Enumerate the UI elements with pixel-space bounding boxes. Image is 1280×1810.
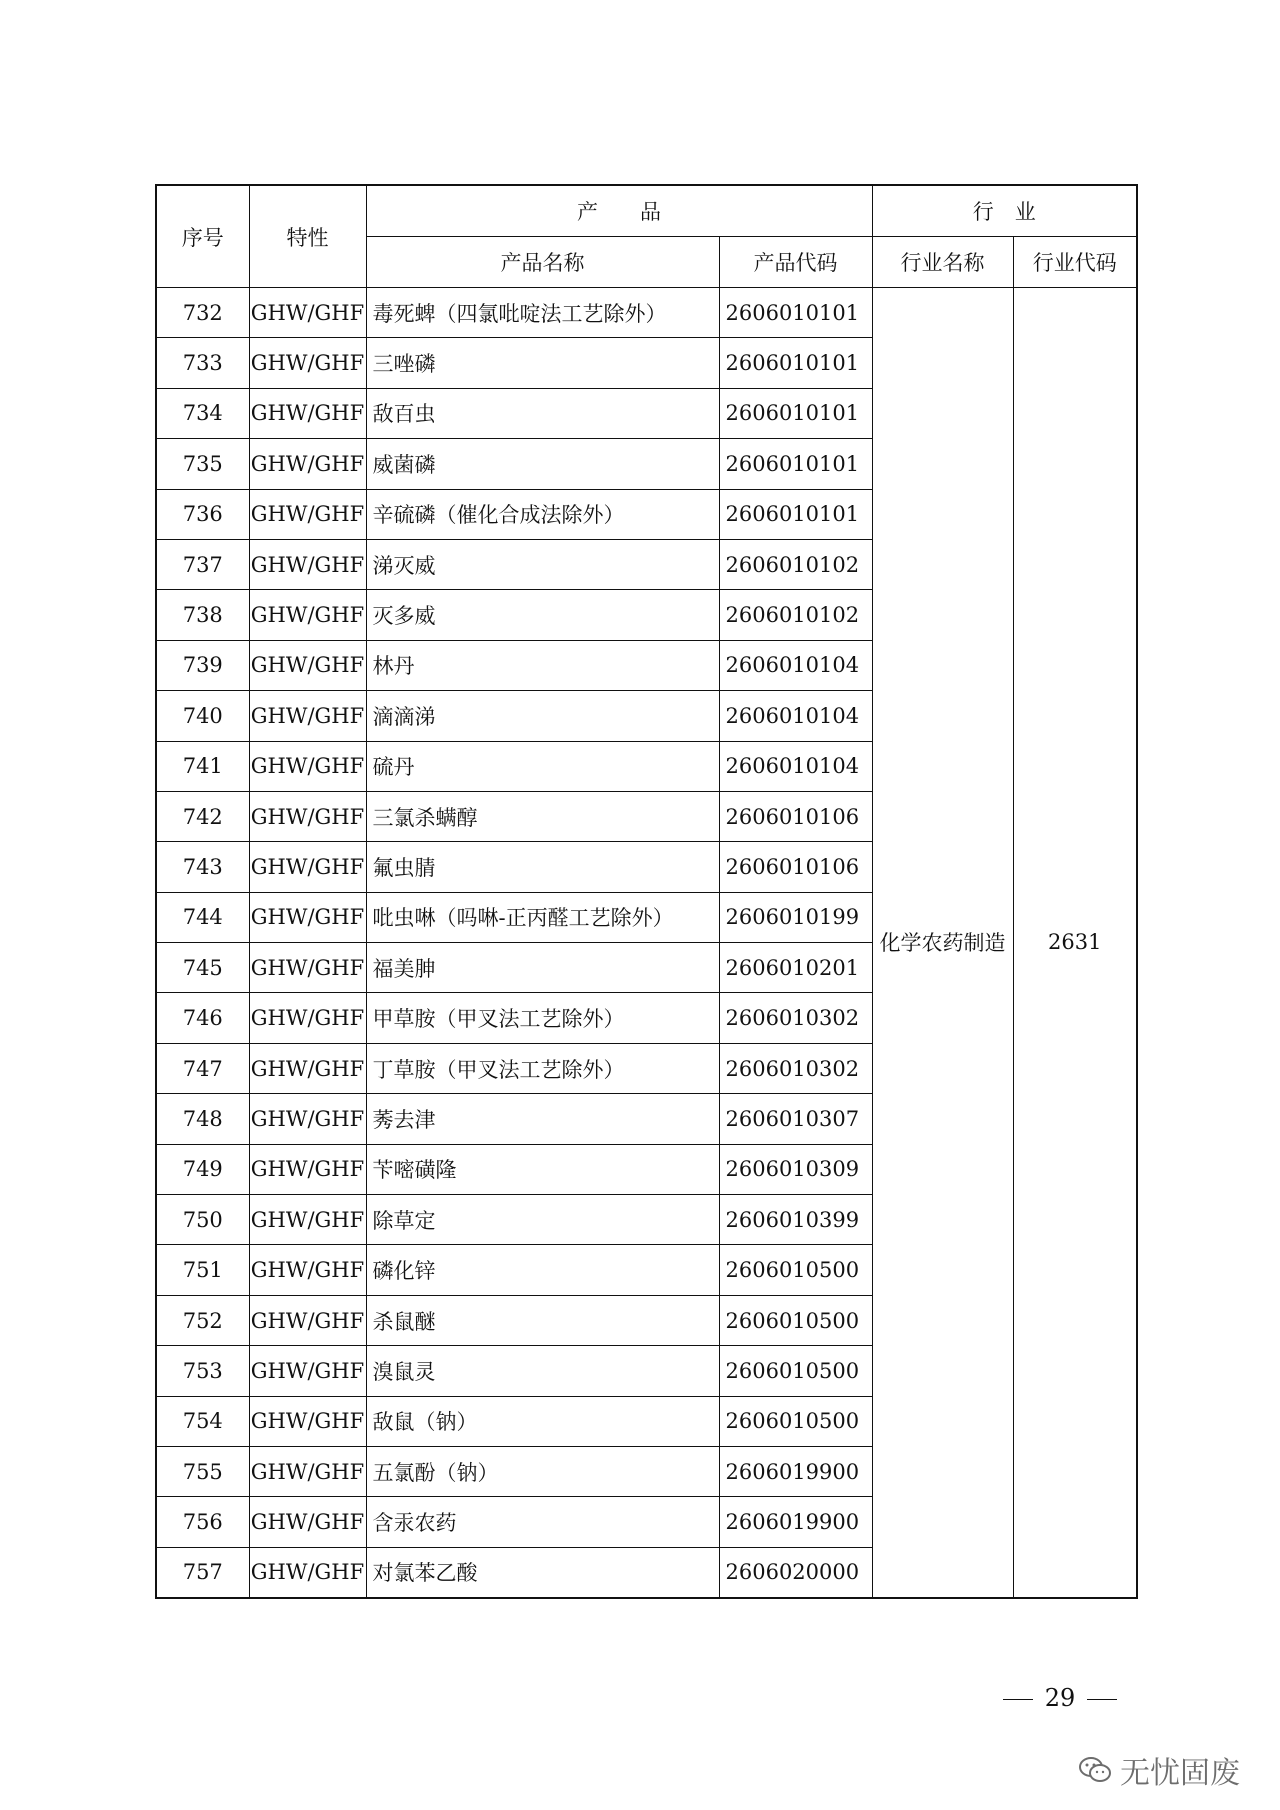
row-seq: 732 xyxy=(156,288,249,338)
row-attribute: GHW/GHF xyxy=(249,892,366,942)
row-seq: 734 xyxy=(156,388,249,438)
header-industry-name: 行业名称 xyxy=(872,237,1013,288)
row-seq: 752 xyxy=(156,1295,249,1345)
row-product-name: 甲草胺（甲叉法工艺除外） xyxy=(366,993,719,1043)
row-product-name: 杀鼠醚 xyxy=(366,1295,719,1345)
row-product-code: 2606010102 xyxy=(719,539,872,589)
row-product-code: 2606010302 xyxy=(719,1043,872,1093)
row-product-name: 含汞农药 xyxy=(366,1497,719,1547)
row-product-code: 2606010104 xyxy=(719,640,872,690)
row-seq: 750 xyxy=(156,1195,249,1245)
row-product-name: 灭多威 xyxy=(366,590,719,640)
table-body xyxy=(156,288,1137,1598)
row-seq: 737 xyxy=(156,539,249,589)
row-product-name: 苄嘧磺隆 xyxy=(366,1144,719,1194)
row-attribute: GHW/GHF xyxy=(249,1094,366,1144)
row-attribute: GHW/GHF xyxy=(249,993,366,1043)
watermark-text: 无忧固废 xyxy=(1120,1756,1240,1791)
row-seq: 735 xyxy=(156,439,249,489)
row-attribute: GHW/GHF xyxy=(249,691,366,741)
row-product-name: 吡虫啉（吗啉-正丙醛工艺除外） xyxy=(366,892,719,942)
row-product-name: 毒死蜱（四氯吡啶法工艺除外） xyxy=(366,288,719,338)
row-attribute: GHW/GHF xyxy=(249,1547,366,1597)
row-attribute: GHW/GHF xyxy=(249,539,366,589)
row-seq: 744 xyxy=(156,892,249,942)
row-product-name: 磷化锌 xyxy=(366,1245,719,1295)
header-seq: 序号 xyxy=(156,185,249,288)
row-product-code: 2606010101 xyxy=(719,489,872,539)
row-seq: 749 xyxy=(156,1144,249,1194)
row-attribute: GHW/GHF xyxy=(249,1144,366,1194)
row-attribute: GHW/GHF xyxy=(249,388,366,438)
row-attribute: GHW/GHF xyxy=(249,741,366,791)
row-product-name: 对氯苯乙酸 xyxy=(366,1547,719,1597)
row-product-name: 威菌磷 xyxy=(366,439,719,489)
row-product-name: 莠去津 xyxy=(366,1094,719,1144)
row-product-name: 丁草胺（甲叉法工艺除外） xyxy=(366,1043,719,1093)
row-attribute: GHW/GHF xyxy=(249,842,366,892)
row-attribute: GHW/GHF xyxy=(249,439,366,489)
row-product-code: 2606010201 xyxy=(719,943,872,993)
row-product-name: 敌鼠（钠） xyxy=(366,1396,719,1446)
row-product-code: 2606010106 xyxy=(719,842,872,892)
row-product-code: 2606010309 xyxy=(719,1144,872,1194)
row-seq: 738 xyxy=(156,590,249,640)
row-seq: 736 xyxy=(156,489,249,539)
row-product-code: 2606019900 xyxy=(719,1446,872,1496)
row-seq: 754 xyxy=(156,1396,249,1446)
row-attribute: GHW/GHF xyxy=(249,288,366,338)
row-seq: 733 xyxy=(156,338,249,388)
row-attribute: GHW/GHF xyxy=(249,1295,366,1345)
page-number-text: 29 xyxy=(1044,1684,1076,1712)
row-seq: 746 xyxy=(156,993,249,1043)
row-product-code: 2606010199 xyxy=(719,892,872,942)
row-product-name: 五氯酚（钠） xyxy=(366,1446,719,1496)
row-product-name: 滴滴涕 xyxy=(366,691,719,741)
industry-code-cell: 2631 xyxy=(1013,288,1137,1598)
industry-name-cell: 化学农药制造 xyxy=(872,288,1013,1598)
row-attribute: GHW/GHF xyxy=(249,1043,366,1093)
product-industry-table xyxy=(155,184,1138,1599)
page-dash-left xyxy=(1003,1699,1033,1700)
page-dash-right xyxy=(1087,1699,1117,1700)
row-attribute: GHW/GHF xyxy=(249,943,366,993)
row-product-code: 2606010307 xyxy=(719,1094,872,1144)
row-product-code: 2606010101 xyxy=(719,388,872,438)
row-attribute: GHW/GHF xyxy=(249,1346,366,1396)
row-product-name: 福美胂 xyxy=(366,943,719,993)
row-product-code: 2606010102 xyxy=(719,590,872,640)
header-attribute: 特性 xyxy=(249,185,366,288)
row-product-code: 2606010106 xyxy=(719,791,872,841)
row-seq: 757 xyxy=(156,1547,249,1597)
row-product-code: 2606010500 xyxy=(719,1245,872,1295)
row-product-name: 三唑磷 xyxy=(366,338,719,388)
wechat-icon xyxy=(1078,1756,1112,1784)
row-seq: 756 xyxy=(156,1497,249,1547)
row-seq: 743 xyxy=(156,842,249,892)
row-product-code: 2606010101 xyxy=(719,439,872,489)
row-product-code: 2606020000 xyxy=(719,1547,872,1597)
header-industry-group: 行 业 xyxy=(872,185,1137,237)
header-product-group: 产 品 xyxy=(366,185,872,237)
watermark xyxy=(1078,1748,1240,1792)
header-industry-code: 行业代码 xyxy=(1013,237,1137,288)
row-attribute: GHW/GHF xyxy=(249,1446,366,1496)
row-attribute: GHW/GHF xyxy=(249,791,366,841)
row-seq: 755 xyxy=(156,1446,249,1496)
row-product-code: 2606010302 xyxy=(719,993,872,1043)
row-attribute: GHW/GHF xyxy=(249,590,366,640)
row-product-code: 2606010500 xyxy=(719,1396,872,1446)
row-product-code: 2606010101 xyxy=(719,338,872,388)
row-product-name: 林丹 xyxy=(366,640,719,690)
row-product-name: 除草定 xyxy=(366,1195,719,1245)
header-product-name: 产品名称 xyxy=(366,237,719,288)
row-attribute: GHW/GHF xyxy=(249,1195,366,1245)
row-product-name: 敌百虫 xyxy=(366,388,719,438)
row-product-name: 溴鼠灵 xyxy=(366,1346,719,1396)
table-row xyxy=(156,288,1137,338)
row-seq: 751 xyxy=(156,1245,249,1295)
row-seq: 741 xyxy=(156,741,249,791)
row-attribute: GHW/GHF xyxy=(249,1497,366,1547)
row-attribute: GHW/GHF xyxy=(249,1396,366,1446)
row-product-code: 2606010104 xyxy=(719,691,872,741)
row-product-code: 2606010500 xyxy=(719,1295,872,1345)
row-seq: 740 xyxy=(156,691,249,741)
row-product-code: 2606010399 xyxy=(719,1195,872,1245)
row-product-code: 2606010104 xyxy=(719,741,872,791)
row-seq: 748 xyxy=(156,1094,249,1144)
page-number xyxy=(990,1684,1130,1712)
row-seq: 747 xyxy=(156,1043,249,1093)
row-product-name: 氟虫腈 xyxy=(366,842,719,892)
row-attribute: GHW/GHF xyxy=(249,338,366,388)
row-attribute: GHW/GHF xyxy=(249,1245,366,1295)
row-seq: 739 xyxy=(156,640,249,690)
row-product-name: 三氯杀螨醇 xyxy=(366,791,719,841)
row-product-code: 2606010500 xyxy=(719,1346,872,1396)
row-attribute: GHW/GHF xyxy=(249,640,366,690)
header-product-code: 产品代码 xyxy=(719,237,872,288)
row-attribute: GHW/GHF xyxy=(249,489,366,539)
row-product-name: 涕灭威 xyxy=(366,539,719,589)
row-product-name: 辛硫磷（催化合成法除外） xyxy=(366,489,719,539)
row-seq: 742 xyxy=(156,791,249,841)
row-seq: 753 xyxy=(156,1346,249,1396)
row-seq: 745 xyxy=(156,943,249,993)
row-product-code: 2606010101 xyxy=(719,288,872,338)
row-product-name: 硫丹 xyxy=(366,741,719,791)
row-product-code: 2606019900 xyxy=(719,1497,872,1547)
